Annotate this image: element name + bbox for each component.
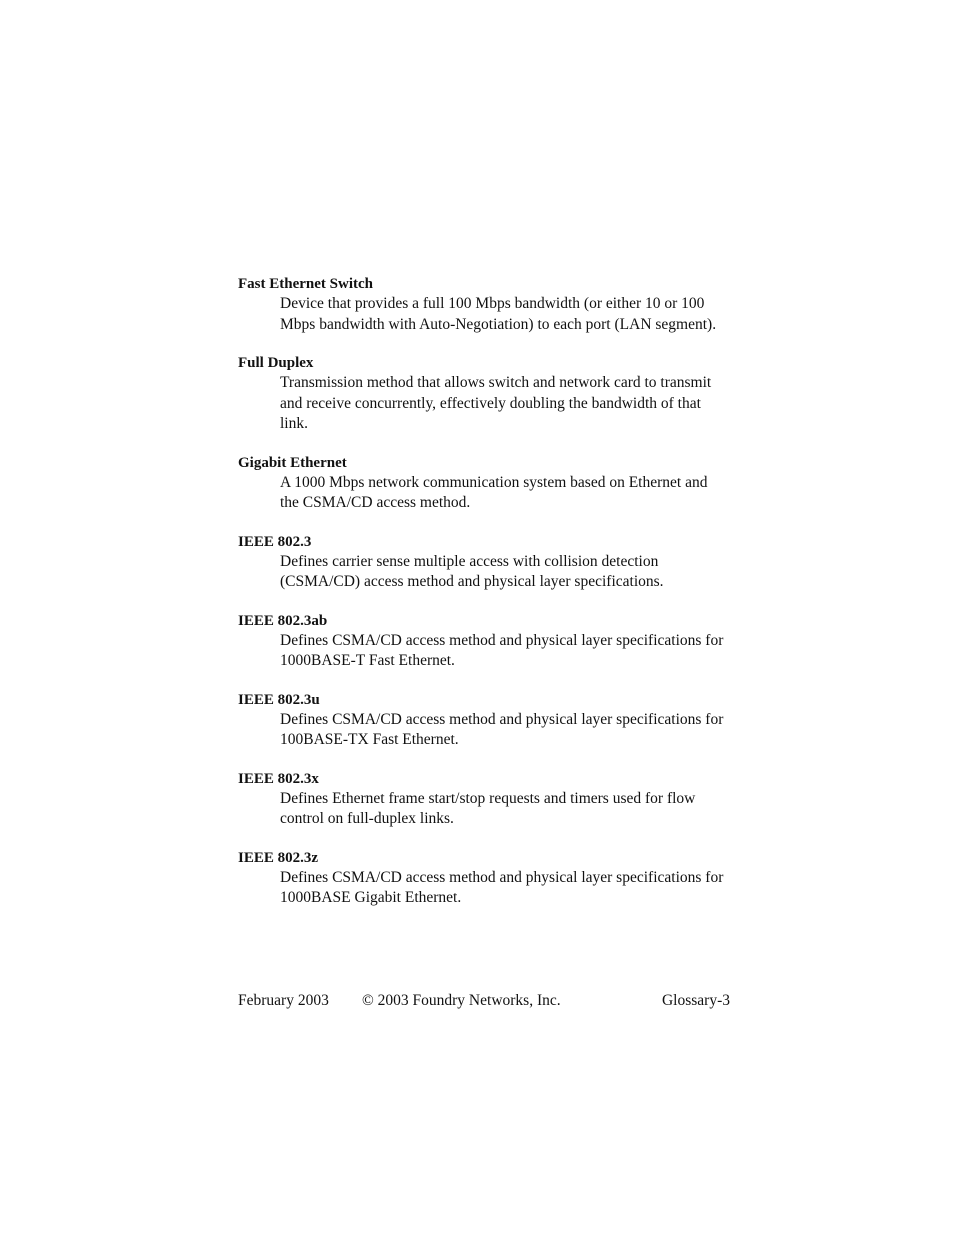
page-footer [238, 990, 730, 1012]
glossary-definition: A 1000 Mbps network communication system based on Ethernet and the CSMA/CD access method. [280, 473, 708, 511]
glossary-entry [238, 769, 738, 830]
footer-page-number: Glossary-3 [661, 992, 730, 1009]
glossary-entry [238, 453, 738, 514]
glossary-entry [238, 532, 738, 593]
glossary-term: IEEE 802.3ab [238, 612, 328, 629]
glossary-entry [238, 611, 738, 672]
glossary-list [238, 274, 738, 927]
glossary-term: Fast Ethernet Switch [238, 276, 373, 292]
glossary-definition: Defines CSMA/CD access method and physical layer specifications for 1000BASE Gigabit Ethernet. [280, 868, 724, 906]
glossary-entry [238, 690, 738, 751]
glossary-entry [238, 274, 738, 335]
glossary-term: IEEE 802.3 [238, 533, 312, 550]
footer-date: February 2003 [238, 992, 329, 1009]
glossary-term: IEEE 802.3x [238, 770, 319, 787]
glossary-definition: Defines carrier sense multiple access with collision detection (CSMA/CD) access method and physical layer specifications. [280, 552, 664, 590]
glossary-term: IEEE 802.3z [238, 849, 319, 866]
footer-copyright: © 2003 Foundry Networks, Inc. [362, 992, 561, 1009]
glossary-entry [238, 848, 738, 909]
glossary-definition: Defines Ethernet frame start/stop requests and timers used for flow control on full-duplex links. [280, 789, 696, 827]
glossary-definition: Transmission method that allows switch and network card to transmit and receive concurrently, effectively doubling the bandwidth of that link. [280, 374, 712, 432]
glossary-term: Gigabit Ethernet [238, 454, 347, 471]
glossary-definition: Device that provides a full 100 Mbps bandwidth (or either 10 or 100 Mbps bandwidth with Auto-Negotiation) to each port (LAN segment). [280, 295, 717, 333]
glossary-definition: Defines CSMA/CD access method and physical layer specifications for 100BASE-TX Fast Ethernet. [280, 710, 724, 748]
glossary-term: IEEE 802.3u [238, 691, 320, 708]
glossary-entry [238, 353, 738, 435]
glossary-term: Full Duplex [238, 355, 314, 371]
glossary-definition: Defines CSMA/CD access method and physical layer specifications for 1000BASE-T Fast Ethernet. [280, 631, 724, 669]
